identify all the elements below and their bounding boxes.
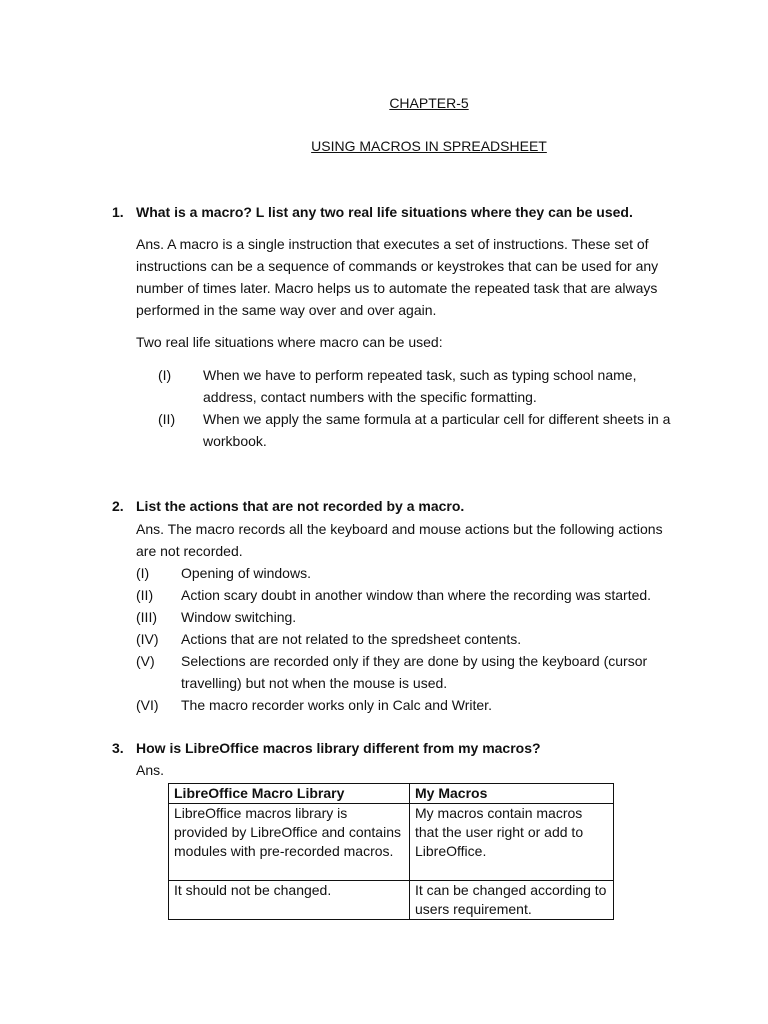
list-text: Actions that are not related to the spredsheet contents. (181, 631, 522, 647)
table-cell: LibreOffice macros library is provided by LibreOffice and contains modules with pre-recorded macros. (169, 804, 410, 881)
comparison-table (168, 783, 614, 920)
question-text: How is LibreOffice macros library different from my macros? (136, 740, 541, 756)
list-marker: (IV) (136, 631, 159, 647)
list-item (158, 408, 678, 452)
list-item (136, 650, 676, 694)
question-number: 2. (112, 498, 124, 514)
list-marker: (V) (136, 653, 155, 669)
question-number: 3. (112, 740, 124, 756)
unrecorded-actions-list (136, 562, 676, 716)
question-2 (112, 496, 464, 516)
list-item (136, 606, 676, 628)
list-marker: (III) (136, 609, 157, 625)
table-header: LibreOffice Macro Library (169, 784, 410, 804)
list-text: Opening of windows. (181, 565, 311, 581)
answer-3: Ans. (136, 762, 165, 778)
question-number: 1. (112, 204, 124, 220)
list-marker: (VI) (136, 697, 159, 713)
table-header-row (169, 784, 614, 804)
table-header: My Macros (410, 784, 614, 804)
question-text: List the actions that are not recorded by a macro. (136, 498, 465, 514)
answer-2: Ans. The macro records all the keyboard and mouse actions but the following actions are not recorded. (136, 521, 663, 559)
list-text: When we apply the same formula at a particular cell for different sheets in a workbook. (203, 411, 671, 449)
list-text: The macro recorder works only in Calc and Writer. (181, 697, 492, 713)
table-row (169, 804, 614, 881)
chapter-heading: CHAPTER-5 (389, 95, 469, 111)
table-cell: My macros contain macros that the user right or add to LibreOffice. (410, 804, 614, 881)
question-3 (112, 738, 541, 758)
chapter-title: USING MACROS IN SPREADSHEET (311, 138, 547, 154)
list-marker: (I) (136, 565, 150, 581)
answer-1-situations-intro: Two real life situations where macro can be used: (136, 334, 443, 350)
list-text: Action scary doubt in another window than where the recording was started. (181, 587, 652, 603)
list-marker: (I) (158, 367, 172, 383)
list-item (158, 364, 678, 408)
list-text: Window switching. (181, 609, 297, 625)
list-item (136, 584, 676, 606)
question-text: What is a macro? L list any two real life situations where they can be used. (136, 204, 633, 220)
list-marker: (II) (158, 411, 176, 427)
list-text: Selections are recorded only if they are done by using the keyboard (cursor travelling) but not when the mouse is used. (181, 653, 648, 691)
list-item (136, 694, 676, 716)
table-row (169, 881, 614, 920)
answer-1: Ans. A macro is a single instruction that executes a set of instructions. These set of instructions can be a sequence of commands or keystrokes that can be used for any number of times later. Macro helps us to automate the repeated task that are always performed in the same way over and over again. (136, 236, 659, 318)
list-item (136, 628, 676, 650)
list-marker: (II) (136, 587, 154, 603)
list-text: When we have to perform repeated task, such as typing school name, address, contact numbers with the specific formatting. (203, 367, 637, 405)
list-item (136, 562, 676, 584)
question-1 (112, 202, 633, 222)
situations-list (158, 364, 678, 452)
table-cell: It can be changed according to users requirement. (410, 881, 614, 920)
table-cell: It should not be changed. (169, 881, 410, 920)
